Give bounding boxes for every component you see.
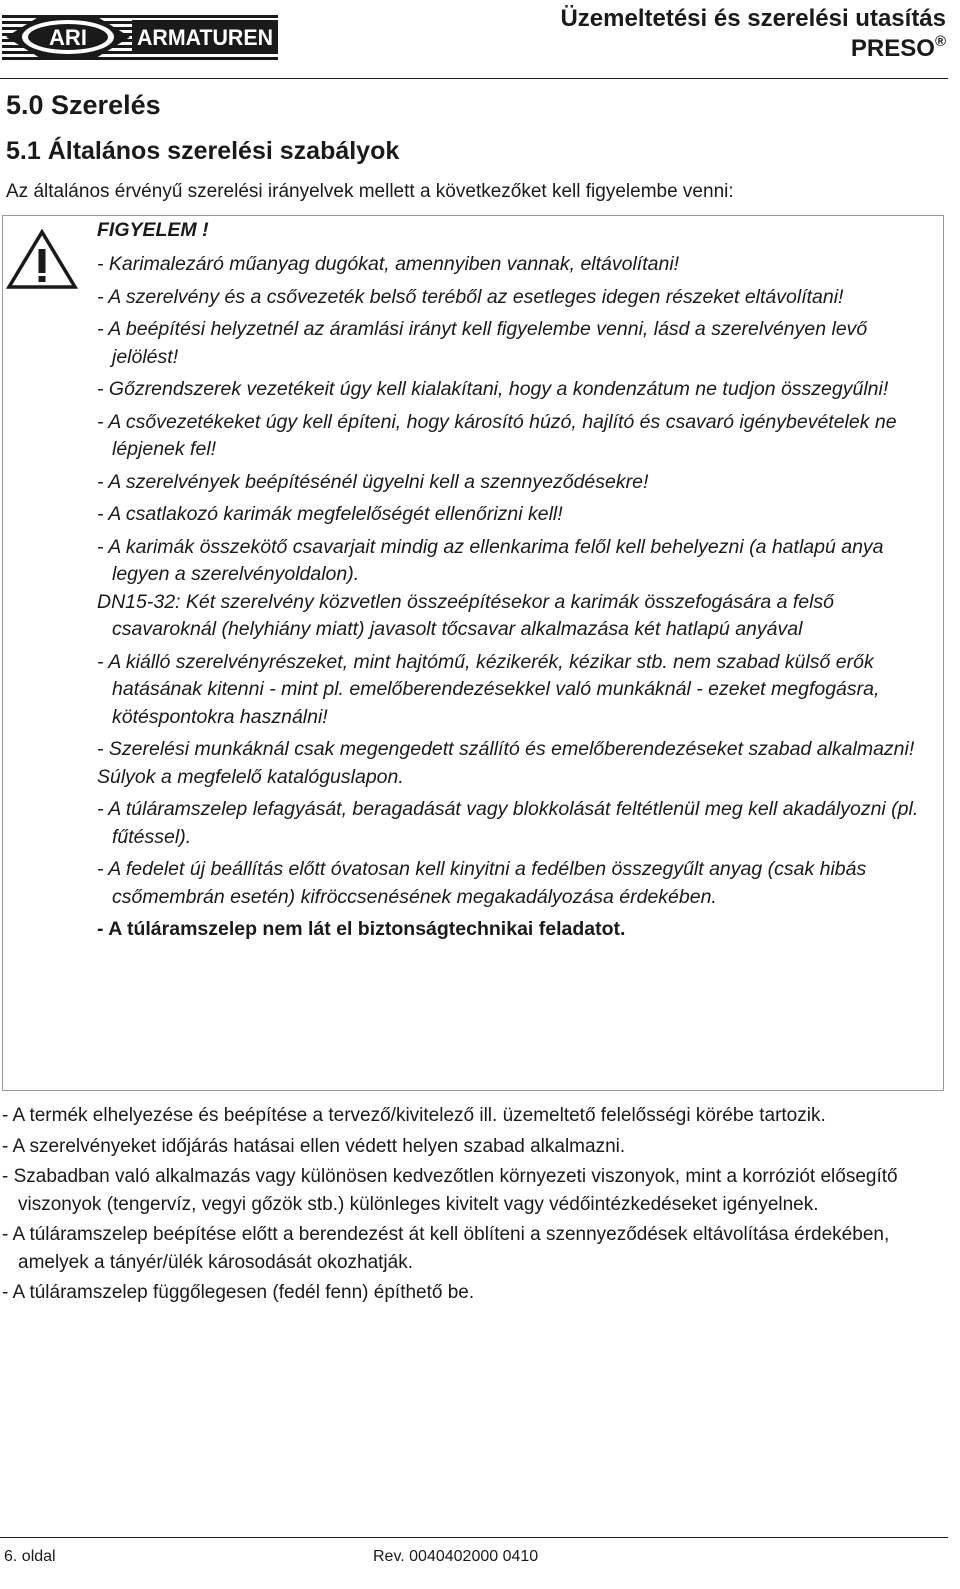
warning-item: - A szerelvény és a csővezeték belső teréből az esetleges idegen részeket eltávolítani! bbox=[97, 285, 844, 308]
section-subheading: 5.1 Általános szerelési szabályok bbox=[6, 137, 400, 165]
warning-item: - A túláramszelep lefagyását, beragadását vagy blokkolását feltétlenül meg kell akadályozni (pl. fűtéssel). bbox=[97, 798, 919, 848]
note-item: - A túláramszelep függőlegesen (fedél fenn) építhető be. bbox=[2, 1282, 475, 1303]
warning-item-lifting bbox=[97, 736, 937, 791]
warning-list bbox=[97, 251, 937, 949]
warning-item: - A csővezetékeket úgy kell építeni, hogy károsító húzó, hajlító és csavaró igénybevételek ne lépjenek fel! bbox=[97, 410, 897, 460]
note-item: - A szerelvényeket időjárás hatásai ellen védett helyen szabad alkalmazni. bbox=[2, 1135, 626, 1157]
weights-note: Súlyok a megfelelő katalóguslapon. bbox=[97, 765, 404, 788]
document-title bbox=[560, 4, 946, 64]
product-name: PRESO bbox=[850, 35, 935, 62]
revision-number: Rev. 0040402000 0410 bbox=[373, 1548, 539, 1565]
ari-armaturen-logo bbox=[2, 14, 278, 60]
note-item: - A termék elhelyezése és beépítése a tervező/kivitelező ill. üzemeltető felelősségi körébe tartozik. bbox=[2, 1105, 826, 1126]
warning-item: - A beépítési helyzetnél az áramlási irányt kell figyelembe venni, lásd a szerelvényen levő jelölést! bbox=[97, 318, 868, 368]
warning-item: - A kiálló szerelvényrészeket, mint hajtómű, kézikerék, kézikar stb. nem szabad külső erők hatásának kitenni - mint pl. emelőberendezésekkel való munkáknál - ezeket megfogásra, kötéspontokra használni! bbox=[97, 650, 880, 728]
warning-item: - A csatlakozó karimák megfelelőségét ellenőrizni kell! bbox=[97, 503, 563, 525]
section-heading: 5.0 Szerelés bbox=[6, 90, 161, 120]
registered-mark: ® bbox=[934, 33, 946, 50]
warning-item: - A szerelvények beépítésénél ügyelni kell a szennyeződésekre! bbox=[97, 470, 649, 493]
dn15-note: DN15-32: Két szerelvény közvetlen összeépítésekor a karimák összefogására a felső csavaroknál (helyhiány miatt) javasolt tőcsavar alkalmazása két hatlapú anyával bbox=[97, 590, 835, 640]
warning-item-text: - A karimák összekötő csavarjait mindig az ellenkarima felől kell behelyezni (a hatlapú anya legyen a szerelvényoldalon). bbox=[97, 535, 884, 585]
warning-item-safety: - A túláramszelep nem lát el biztonságtechnikai feladatot. bbox=[97, 918, 626, 940]
warning-item: - Karimalezáró műanyag dugókat, amennyiben vannak, eltávolítani! bbox=[97, 253, 680, 275]
header-divider bbox=[0, 78, 948, 79]
warning-item-flange-bolts bbox=[97, 534, 937, 644]
svg-text:ARMATUREN: ARMATUREN bbox=[137, 25, 273, 50]
warning-triangle-icon bbox=[6, 229, 78, 291]
warning-item: - Gőzrendszerek vezetékeit úgy kell kialakítani, hogy a kondenzátum ne tudjon összegyűlni! bbox=[97, 378, 889, 400]
svg-text:ARI: ARI bbox=[49, 25, 87, 50]
note-item: - Szabadban való alkalmazás vagy különösen kedvezőtlen környezeti viszonyok, mint a korróziót elősegítő viszonyok (tengervíz, vegyi gőzök stb.) különleges kivitelt vagy védőintézkedéseket igényelnek. bbox=[2, 1166, 898, 1215]
warning-item: - A fedelet új beállítás előtt óvatosan kell kinyitni a fedélben összegyűlt anyag (csak hibás csőmembrán esetén) kifröccsenésének megakadályozása érdekében. bbox=[97, 858, 867, 908]
document-product-line bbox=[560, 34, 946, 64]
document-title-line1: Üzemeltetési és szerelési utasítás bbox=[560, 5, 946, 32]
page-number: 6. oldal bbox=[4, 1548, 56, 1565]
footer-divider bbox=[0, 1537, 948, 1538]
warning-item-text: - Szerelési munkáknál csak megengedett szállító és emelőberendezéseket szabad alkalmazni! bbox=[97, 738, 915, 760]
intro-paragraph: Az általános érvényű szerelési irányelvek mellett a következőket kell figyelembe venni: bbox=[6, 181, 734, 202]
general-notes-list bbox=[2, 1102, 946, 1310]
warning-title: FIGYELEM ! bbox=[97, 219, 209, 241]
note-item: - A túláramszelep beépítése előtt a berendezést át kell öblíteni a szennyeződések eltávolítása érdekében, amelyek a tányér/ülék károsodását okozhatják. bbox=[2, 1224, 890, 1273]
